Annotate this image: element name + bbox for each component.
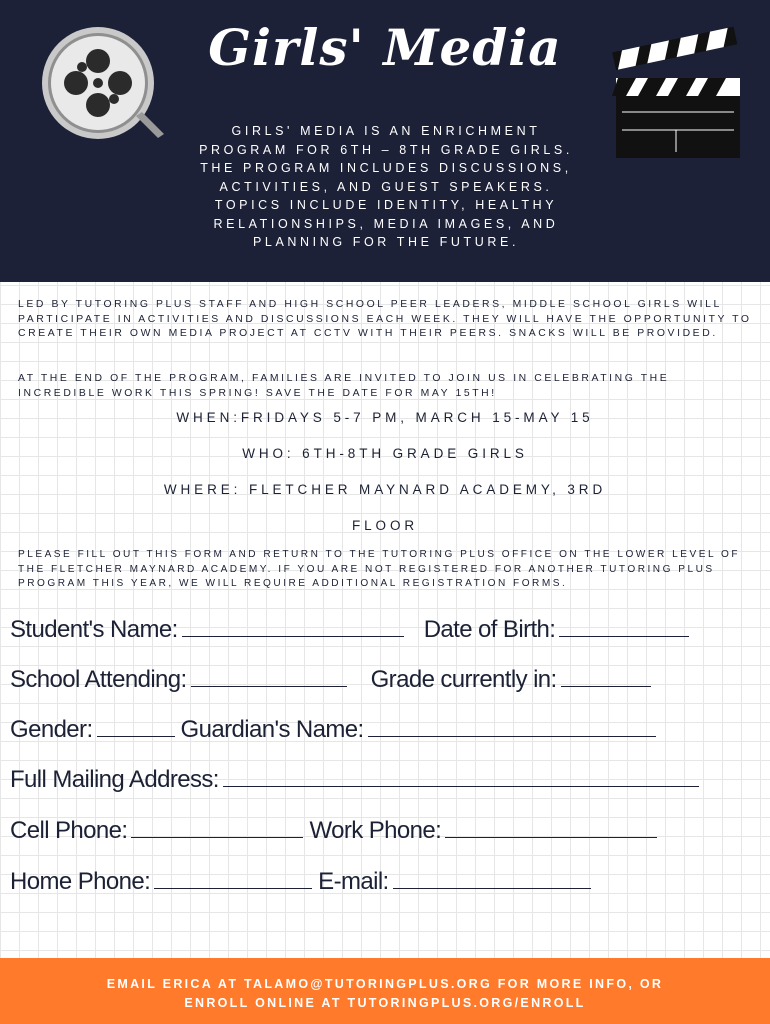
form-row-phones [10, 817, 750, 849]
cell-phone-field[interactable] [131, 817, 303, 838]
school-attending-field[interactable] [191, 666, 347, 687]
cell-phone-label: Cell Phone: [10, 817, 128, 844]
gender-label: Gender: [10, 716, 93, 743]
form-row-gender [10, 716, 750, 748]
email-label: E-mail: [318, 868, 389, 895]
guardian-name-label: Guardian's Name: [180, 716, 364, 743]
guardian-name-field[interactable] [368, 716, 656, 737]
work-phone-label: Work Phone: [309, 817, 442, 844]
work-phone-field[interactable] [445, 817, 657, 838]
gender-field[interactable] [97, 716, 175, 737]
student-name-field[interactable] [182, 616, 404, 637]
mailing-address-field[interactable] [223, 766, 699, 787]
school-attending-label: School Attending: [10, 666, 187, 693]
who-line: WHO: 6TH-8TH GRADE GIRLS [242, 446, 528, 461]
description-paragraph: LED BY TUTORING PLUS STAFF AND HIGH SCHOOL PEER LEADERS, MIDDLE SCHOOL GIRLS WILL PARTICIPATE IN ACTIVITIES AND DISCUSSIONS EACH WEEK. THEY WILL HAVE THE OPPORTUNITY TO CREATE THEIR OWN MEDIA PROJECT AT CCTV WITH THEIR PEERS. SNACKS WILL BE PROVIDED. [18, 299, 752, 340]
clapperboard-icon [612, 26, 742, 160]
page-title: Girls' Media [208, 18, 562, 77]
header-banner [0, 0, 770, 282]
intro-text: GIRLS' MEDIA IS AN ENRICHMENT PROGRAM FOR 6TH – 8TH GRADE GIRLS. THE PROGRAM INCLUDES DISCUSSIONS, ACTIVITIES, AND GUEST SPEAKERS. TOPICS INCLUDE IDENTITY, HEALTHY RELATIONSHIPS, MEDIA IMAGES, AND PLANNING FOR THE FUTURE. [199, 124, 573, 249]
form-row-address [10, 766, 750, 798]
form-row-home-email [10, 868, 750, 900]
when-line: WHEN:FRIDAYS 5-7 PM, MARCH 15-MAY 15 [176, 410, 594, 425]
where-line-continued: FLOOR [351, 518, 418, 533]
footer-email-line[interactable]: EMAIL ERICA AT TALAMO@TUTORINGPLUS.ORG FOR MORE INFO, OR [106, 977, 664, 991]
grade-field[interactable] [561, 666, 651, 687]
grade-label: Grade currently in: [370, 666, 557, 693]
form-instructions: PLEASE FILL OUT THIS FORM AND RETURN TO THE TUTORING PLUS OFFICE ON THE LOWER LEVEL OF THE FLETCHER MAYNARD ACADEMY. IF YOU ARE NOT REGISTERED FOR ANOTHER TUTORING PLUS PROGRAM THIS YEAR, WE WILL REQUIRE ADDITIONAL REGISTRATION FORMS. [18, 549, 741, 590]
date-of-birth-field[interactable] [559, 616, 689, 637]
celebration-paragraph: AT THE END OF THE PROGRAM, FAMILIES ARE INVITED TO JOIN US IN CELEBRATING THE INCREDIBLE WORK THIS SPRING! SAVE THE DATE FOR MAY 15TH! [18, 373, 670, 399]
email-field[interactable] [393, 868, 591, 889]
home-phone-field[interactable] [154, 868, 312, 889]
form-row-school [10, 666, 750, 698]
where-line: WHERE: FLETCHER MAYNARD ACADEMY, 3RD [163, 482, 607, 497]
student-name-label: Student's Name: [10, 616, 178, 643]
footer-banner [0, 958, 770, 1024]
date-of-birth-label: Date of Birth: [423, 616, 556, 643]
form-row-student [10, 616, 750, 648]
footer-text [0, 975, 770, 1012]
home-phone-label: Home Phone: [10, 868, 151, 895]
mailing-address-label: Full Mailing Address: [10, 766, 219, 793]
footer-enroll-line[interactable]: ENROLL ONLINE AT TUTORINGPLUS.ORG/ENROLL [184, 995, 586, 1010]
